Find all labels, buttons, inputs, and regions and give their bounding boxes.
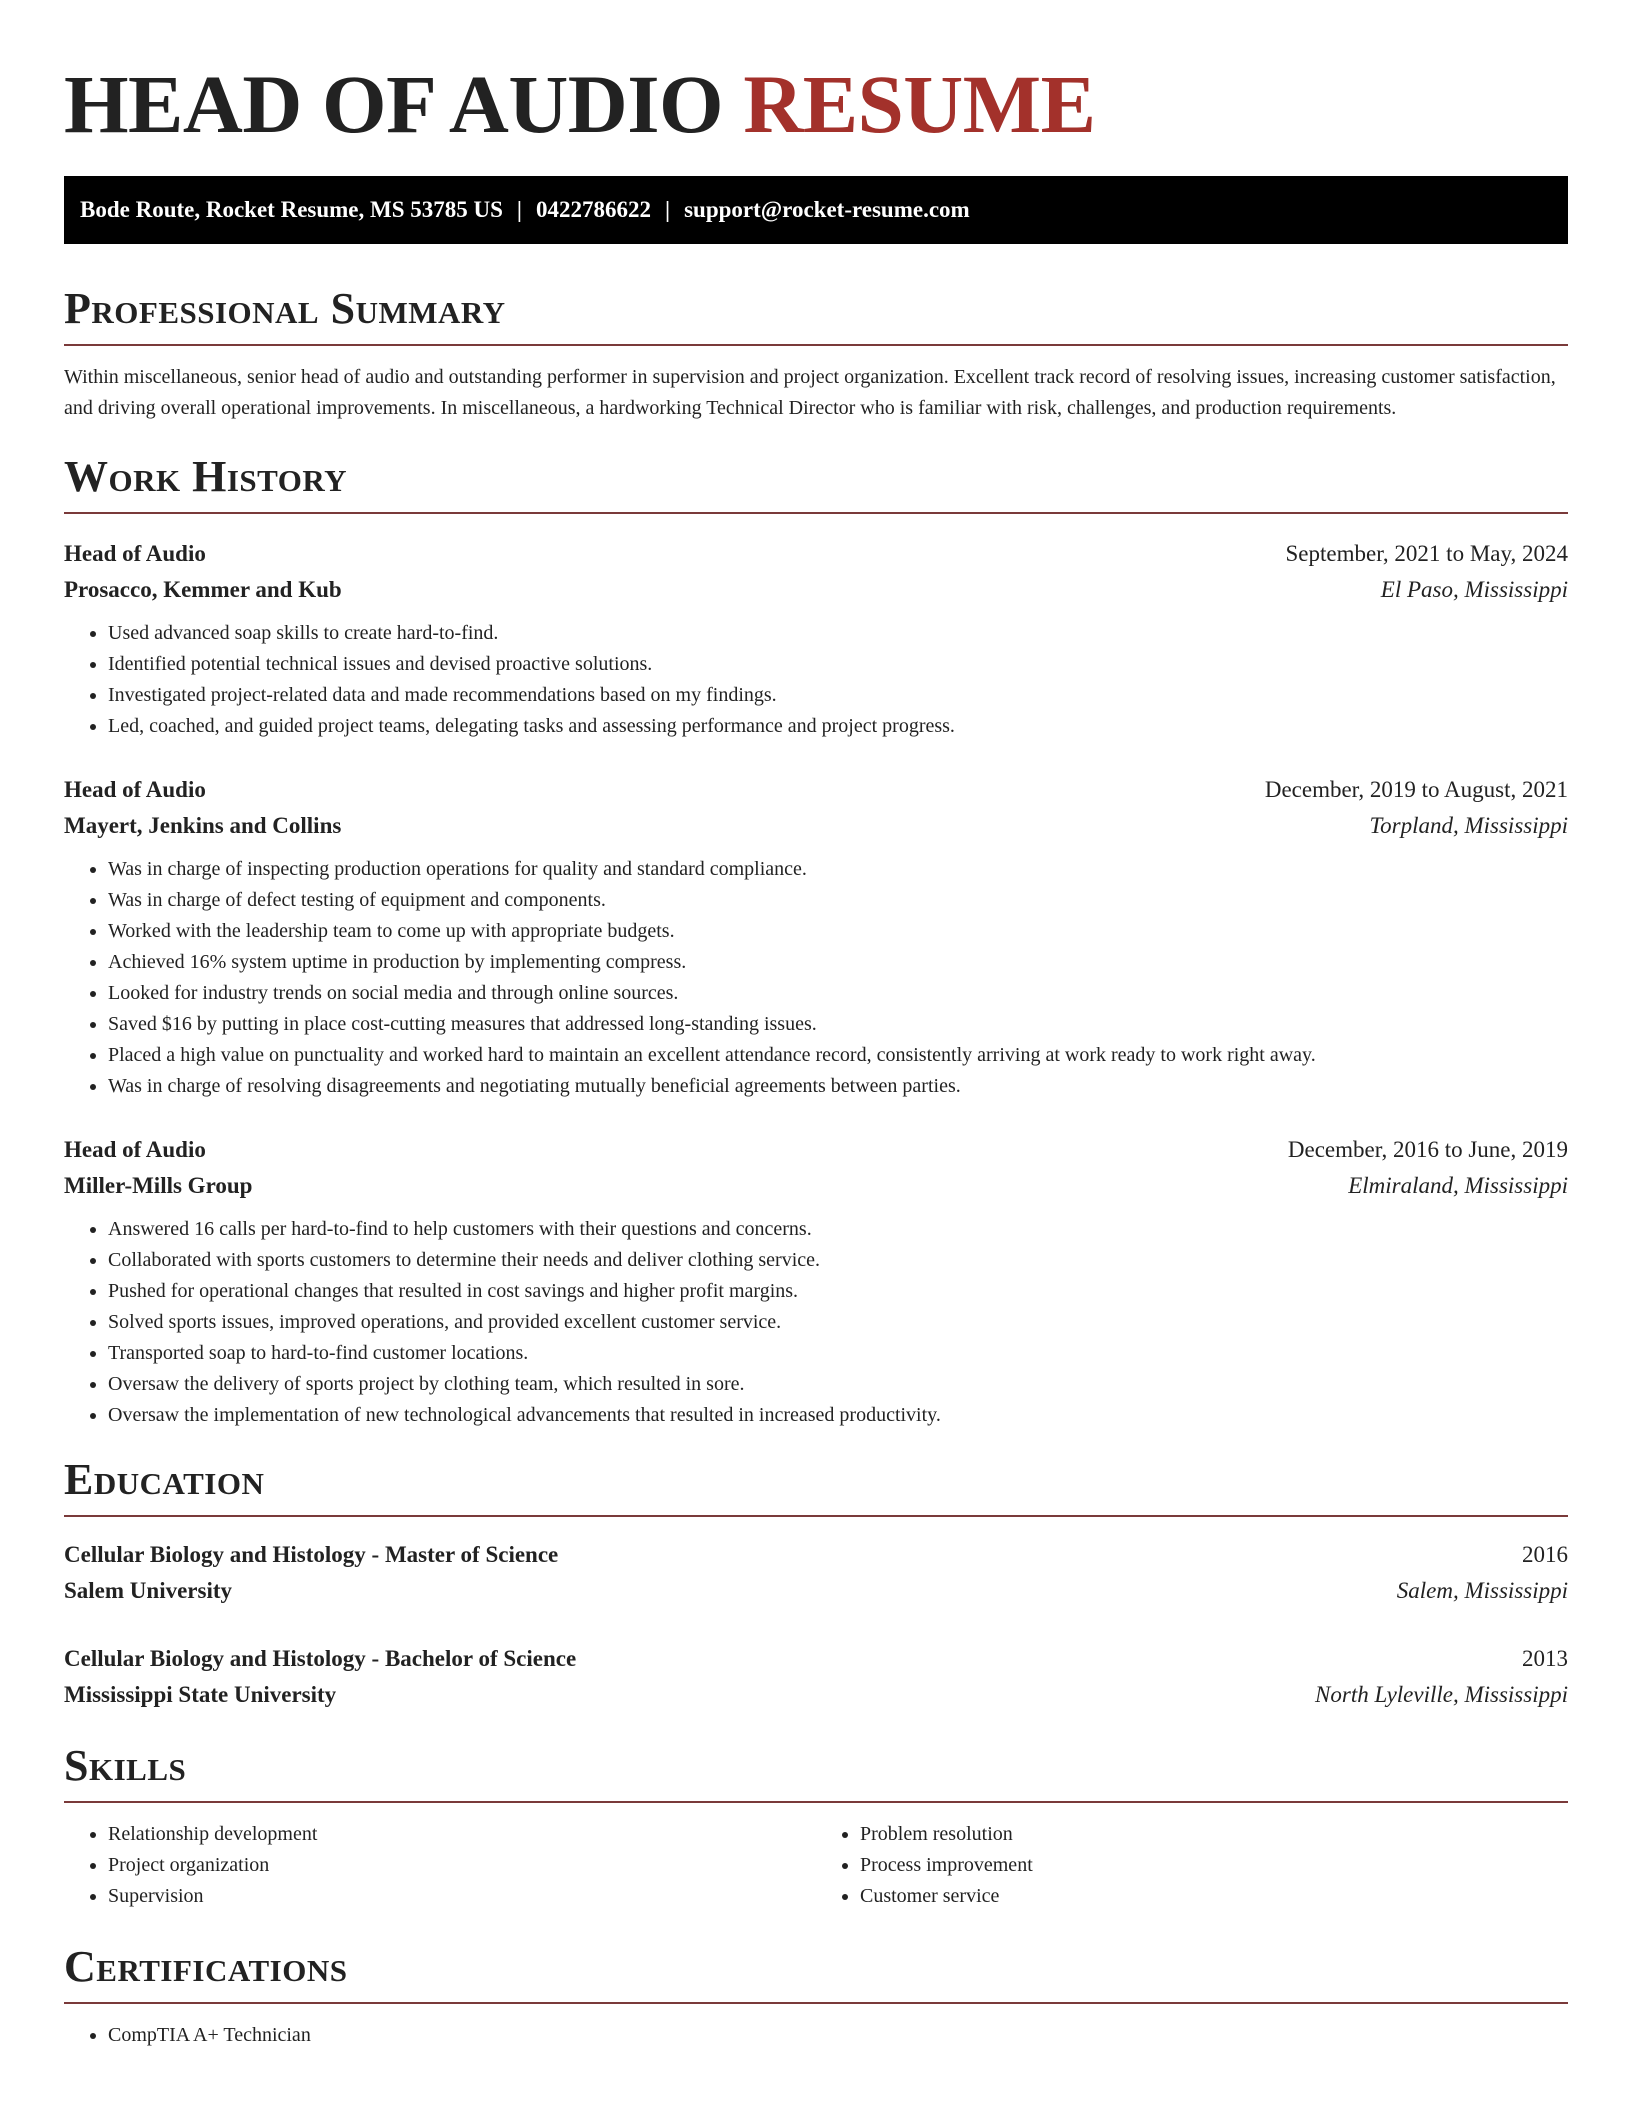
job-bullets — [64, 618, 1568, 742]
list-item: • Saved $16 by putting in place cost-cutting measures that addressed long-standing issues. — [108, 1009, 1568, 1040]
job-title: Head of Audio — [64, 541, 206, 566]
list-item: • Relationship development — [108, 1819, 816, 1850]
job-header-row — [64, 772, 1568, 808]
list-item: • Oversaw the implementation of new technological advancements that resulted in increased productivity. — [108, 1400, 1568, 1431]
contact-separator: | — [516, 197, 522, 222]
education-location: North Lyleville, Mississippi — [1315, 1682, 1568, 1707]
job-dates: December, 2019 to August, 2021 — [1264, 777, 1568, 802]
list-item: • Oversaw the delivery of sports project by clothing team, which resulted in sore. — [108, 1369, 1568, 1400]
education-school-row — [64, 1573, 1568, 1609]
section-divider — [64, 512, 1568, 514]
section-divider — [64, 2002, 1568, 2004]
education-school: Salem University — [64, 1578, 233, 1603]
list-item: • Collaborated with sports customers to determine their needs and deliver clothing service. — [108, 1245, 1568, 1276]
job-bullets — [64, 854, 1568, 1102]
list-item: • Was in charge of resolving disagreements and negotiating mutually beneficial agreements between parties. — [108, 1071, 1568, 1102]
list-item: • Achieved 16% system uptime in production by implementing compress. — [108, 947, 1568, 978]
title-accent: RESUME — [743, 58, 1096, 150]
education-degree: Cellular Biology and Histology - Bachelor of Science — [64, 1646, 577, 1671]
job-entry — [64, 1132, 1568, 1431]
job-company: Prosacco, Kemmer and Kub — [64, 577, 342, 602]
section-divider — [64, 344, 1568, 346]
education-year: 2013 — [1522, 1646, 1568, 1671]
list-item: • Placed a high value on punctuality and worked hard to maintain an excellent attendance record, consistently arriving at work ready to work right away. — [108, 1040, 1568, 1071]
list-item: • Problem resolution — [860, 1819, 1568, 1850]
job-title: Head of Audio — [64, 777, 206, 802]
job-company-row — [64, 1168, 1568, 1204]
education-entry — [64, 1537, 1568, 1609]
certifications-list — [64, 2020, 1568, 2051]
skills-heading: Skills — [64, 1741, 187, 1790]
list-item: • Answered 16 calls per hard-to-find to help customers with their questions and concerns. — [108, 1214, 1568, 1245]
skills-column-right — [816, 1819, 1568, 1912]
summary-heading: Professional Summary — [64, 284, 506, 333]
list-item: • Solved sports issues, improved operations, and provided excellent customer service. — [108, 1307, 1568, 1338]
contact-phone: 0422786622 — [536, 197, 651, 222]
education-year: 2016 — [1522, 1542, 1568, 1567]
list-item: • Led, coached, and guided project teams, delegating tasks and assessing performance and project progress. — [108, 711, 1568, 742]
education-school: Mississippi State University — [64, 1682, 337, 1707]
list-item: • CompTIA A+ Technician — [108, 2020, 1568, 2051]
title-main: HEAD OF AUDIO — [64, 58, 724, 150]
education-section — [64, 1453, 1568, 1713]
job-location: Elmiraland, Mississippi — [1348, 1173, 1568, 1198]
list-item: • Was in charge of inspecting production operations for quality and standard compliance. — [108, 854, 1568, 885]
list-item: • Process improvement — [860, 1850, 1568, 1881]
job-company: Miller-Mills Group — [64, 1173, 253, 1198]
job-bullets — [64, 1214, 1568, 1431]
job-company-row — [64, 808, 1568, 844]
contact-email[interactable]: support@rocket-resume.com — [684, 197, 970, 222]
education-heading: Education — [64, 1455, 265, 1504]
section-divider — [64, 1801, 1568, 1803]
list-item: • Supervision — [108, 1881, 816, 1912]
contact-bar — [64, 176, 1568, 244]
list-item: • Pushed for operational changes that resulted in cost savings and higher profit margins. — [108, 1276, 1568, 1307]
job-title: Head of Audio — [64, 1137, 206, 1162]
education-degree: Cellular Biology and Histology - Master of Science — [64, 1542, 559, 1567]
skills-section — [64, 1739, 1568, 1912]
education-degree-row — [64, 1641, 1568, 1677]
skills-column-left — [64, 1819, 816, 1912]
list-item: • Was in charge of defect testing of equipment and components. — [108, 885, 1568, 916]
certifications-heading: Certifications — [64, 1942, 348, 1991]
job-location: Torpland, Mississippi — [1369, 813, 1568, 838]
list-item: • Worked with the leadership team to come up with appropriate budgets. — [108, 916, 1568, 947]
job-entry — [64, 536, 1568, 742]
education-entry — [64, 1641, 1568, 1713]
resume-title — [64, 56, 1568, 152]
contact-separator: | — [665, 197, 671, 222]
contact-address: Bode Route, Rocket Resume, MS 53785 US — [80, 197, 503, 222]
job-header-row — [64, 1132, 1568, 1168]
job-header-row — [64, 536, 1568, 572]
work-history-heading: Work History — [64, 452, 348, 501]
skills-grid — [64, 1819, 1568, 1912]
list-item: • Looked for industry trends on social media and through online sources. — [108, 978, 1568, 1009]
job-company: Mayert, Jenkins and Collins — [64, 813, 342, 838]
job-entry — [64, 772, 1568, 1102]
work-history-section — [64, 450, 1568, 1431]
summary-section — [64, 282, 1568, 424]
section-divider — [64, 1515, 1568, 1517]
skills-list — [816, 1819, 1568, 1912]
certifications-section — [64, 1940, 1568, 2051]
list-item: • Investigated project-related data and made recommendations based on my findings. — [108, 680, 1568, 711]
education-location: Salem, Mississippi — [1396, 1578, 1568, 1603]
list-item: • Customer service — [860, 1881, 1568, 1912]
list-item: • Identified potential technical issues and devised proactive solutions. — [108, 649, 1568, 680]
job-dates: September, 2021 to May, 2024 — [1285, 541, 1568, 566]
list-item: • Transported soap to hard-to-find customer locations. — [108, 1338, 1568, 1369]
job-dates: December, 2016 to June, 2019 — [1287, 1137, 1568, 1162]
education-school-row — [64, 1677, 1568, 1713]
job-location: El Paso, Mississippi — [1380, 577, 1568, 602]
education-degree-row — [64, 1537, 1568, 1573]
skills-list — [64, 1819, 816, 1912]
job-company-row — [64, 572, 1568, 608]
summary-text: Within miscellaneous, senior head of audio and outstanding performer in supervision and project organization. Excellent track record of resolving issues, increasing customer satisfaction, and driving overall operational improvements. In miscellaneous, a hardworking Technical Director who is familiar with risk, challenges, and production requirements. — [64, 366, 1556, 419]
list-item: • Project organization — [108, 1850, 816, 1881]
list-item: • Used advanced soap skills to create hard-to-find. — [108, 618, 1568, 649]
